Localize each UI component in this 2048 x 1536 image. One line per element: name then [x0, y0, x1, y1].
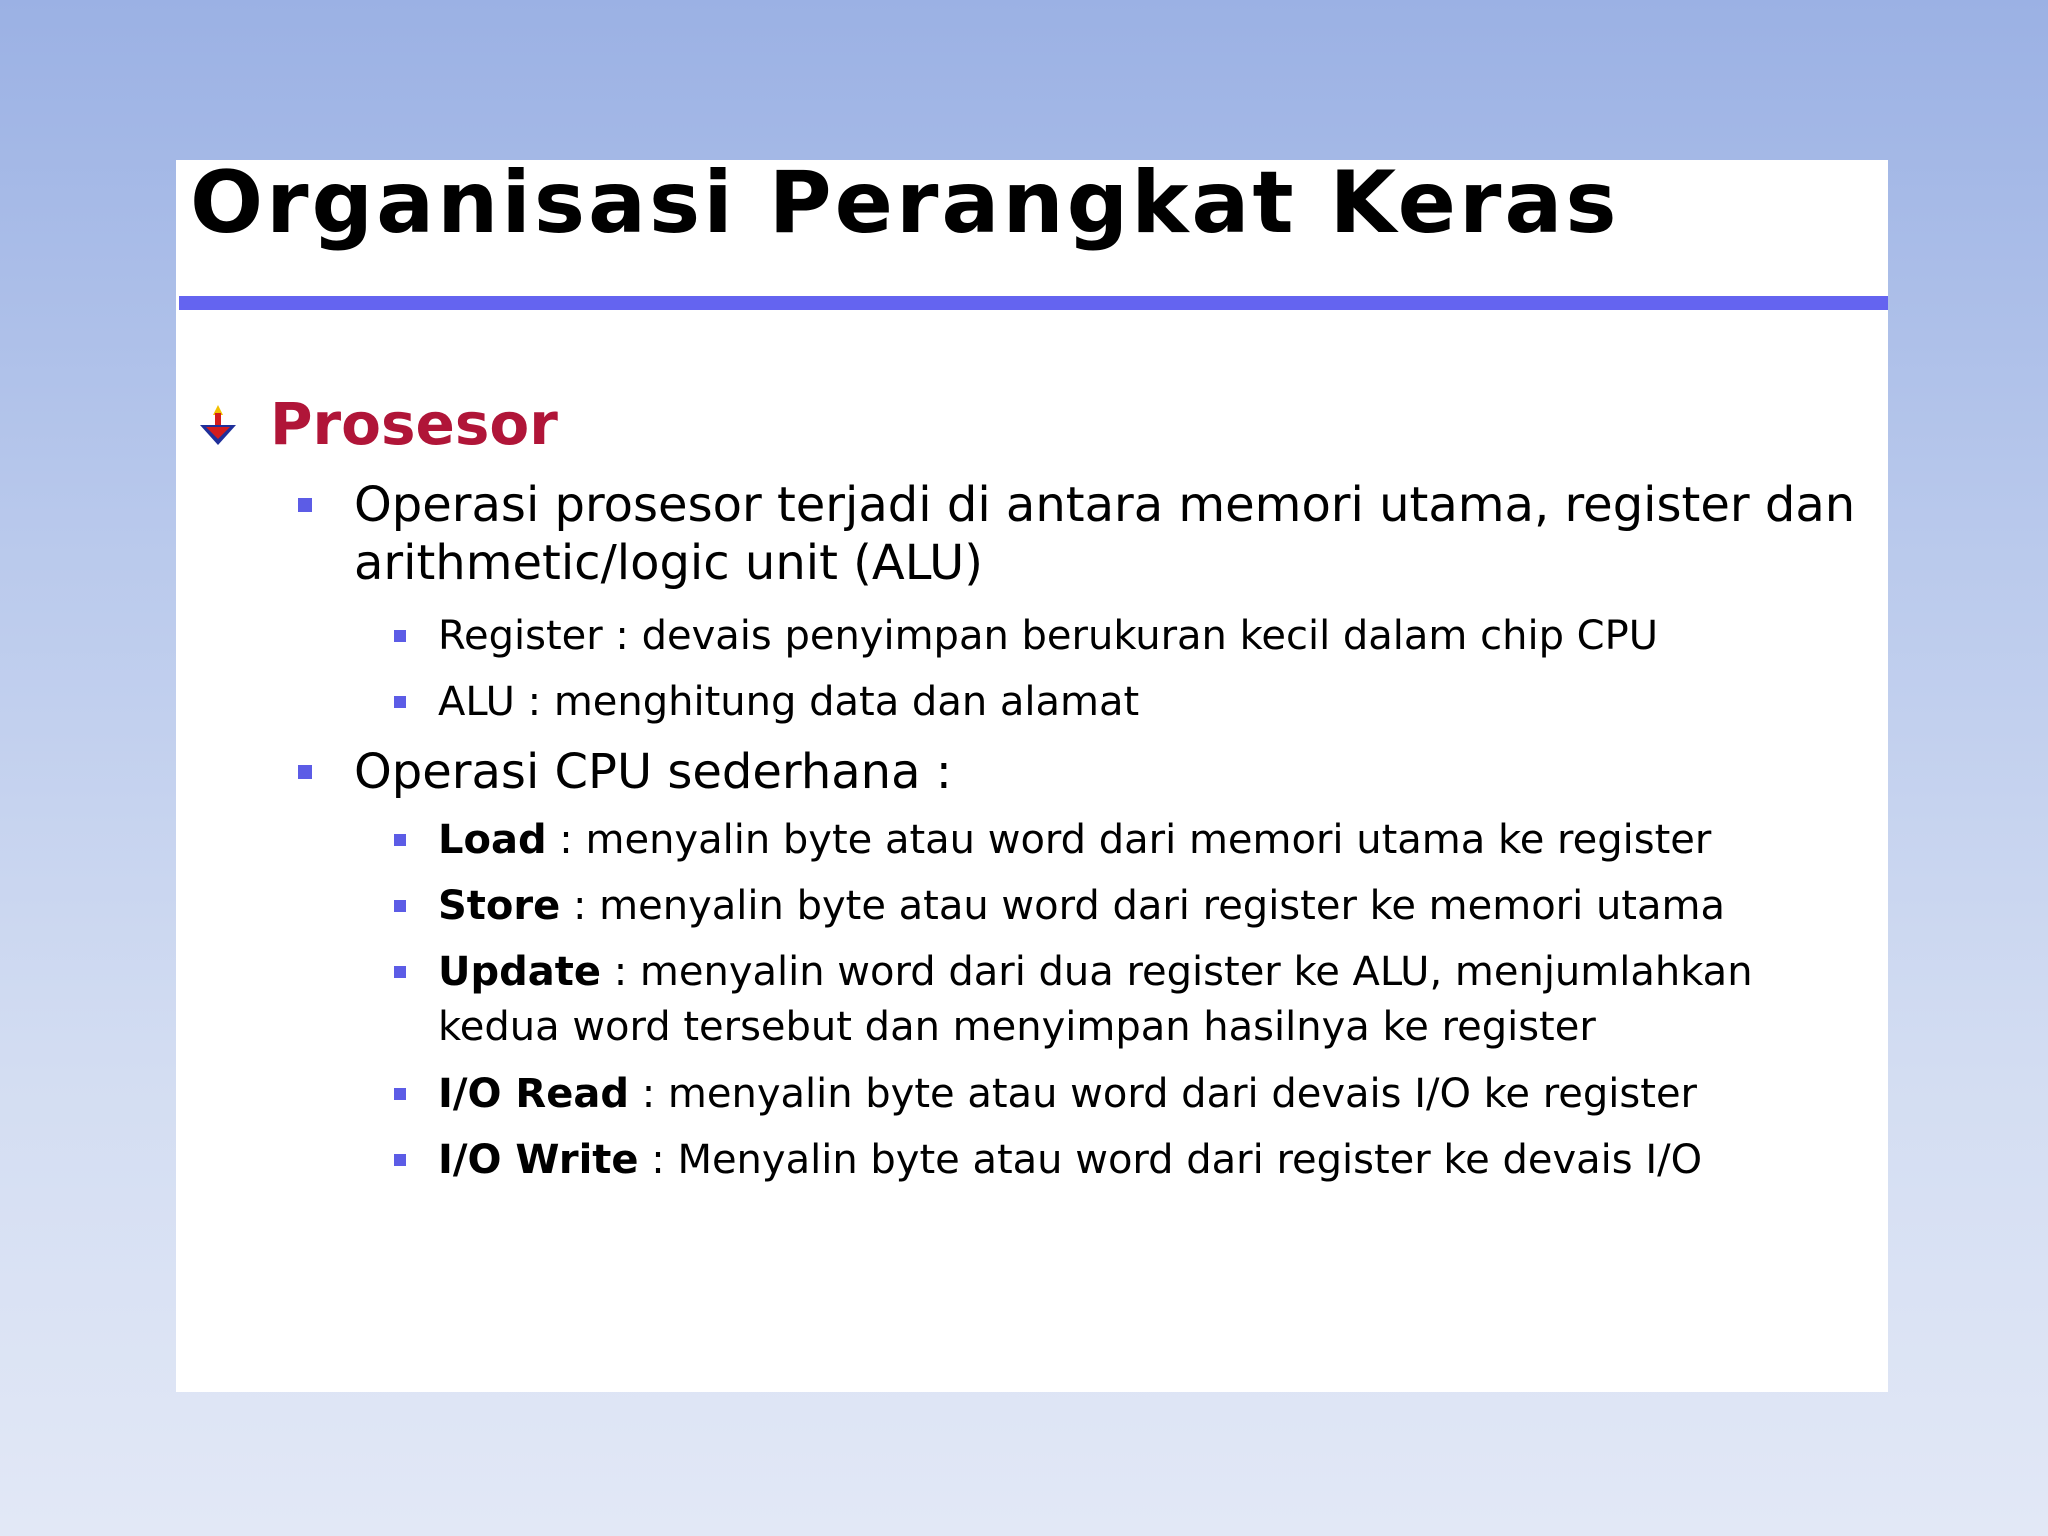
sub-bullet-marker: [394, 1154, 406, 1166]
bullet-text: Operasi CPU sederhana :: [354, 744, 952, 800]
sub-bullet-register: Register : devais penyimpan berukuran kecil dalam chip CPU: [438, 613, 1658, 659]
term-update: Update: [438, 949, 601, 995]
sub-bullet-marker: [394, 834, 406, 846]
sub-bullet-marker: [394, 1088, 406, 1100]
sub-bullet-load: [438, 813, 1711, 867]
sub-bullet-update-continuation: kedua word tersebut dan menyimpan hasilnya ke register: [438, 1004, 1596, 1050]
bullet-text-continuation: arithmetic/logic unit (ALU): [354, 535, 983, 591]
bullet-text: Operasi prosesor terjadi di antara memori utama, register dan: [354, 477, 1856, 533]
down-arrow-bullet-icon: [196, 403, 240, 447]
sub-bullet-marker: [394, 900, 406, 912]
slide: [176, 153, 1888, 1392]
desc-store: : menyalin byte atau word dari register ke memori utama: [560, 883, 1725, 929]
sub-bullet-marker: [394, 630, 406, 642]
term-load: Load: [438, 817, 547, 863]
sub-bullet-io-write: [438, 1133, 1702, 1187]
term-store: Store: [438, 883, 561, 929]
term-io-read: I/O Read: [438, 1071, 629, 1117]
desc-io-write: : Menyalin byte atau word dari register ke devais I/O: [638, 1137, 1703, 1183]
desc-io-read: : menyalin byte atau word dari devais I/O ke register: [628, 1071, 1697, 1117]
sub-bullet-update: [438, 945, 1753, 999]
sub-bullet-marker: [394, 966, 406, 978]
sub-bullet-store: [438, 879, 1725, 933]
sub-bullet-alu: ALU : menghitung data dan alamat: [438, 679, 1140, 725]
sub-bullet-marker: [394, 696, 406, 708]
heading-prosesor: Prosesor: [270, 390, 558, 458]
title-underline: [179, 296, 1888, 310]
bullet-marker: [298, 765, 312, 779]
desc-update: : menyalin word dari dua register ke ALU, menjumlahkan: [601, 949, 1753, 995]
section-heading: [196, 390, 558, 460]
bullet-marker: [298, 498, 312, 512]
desc-load: : menyalin byte atau word dari memori utama ke register: [546, 817, 1712, 863]
term-io-write: I/O Write: [438, 1137, 639, 1183]
sub-bullet-io-read: [438, 1067, 1697, 1121]
slide-title: Organisasi Perangkat Keras: [190, 153, 1620, 253]
